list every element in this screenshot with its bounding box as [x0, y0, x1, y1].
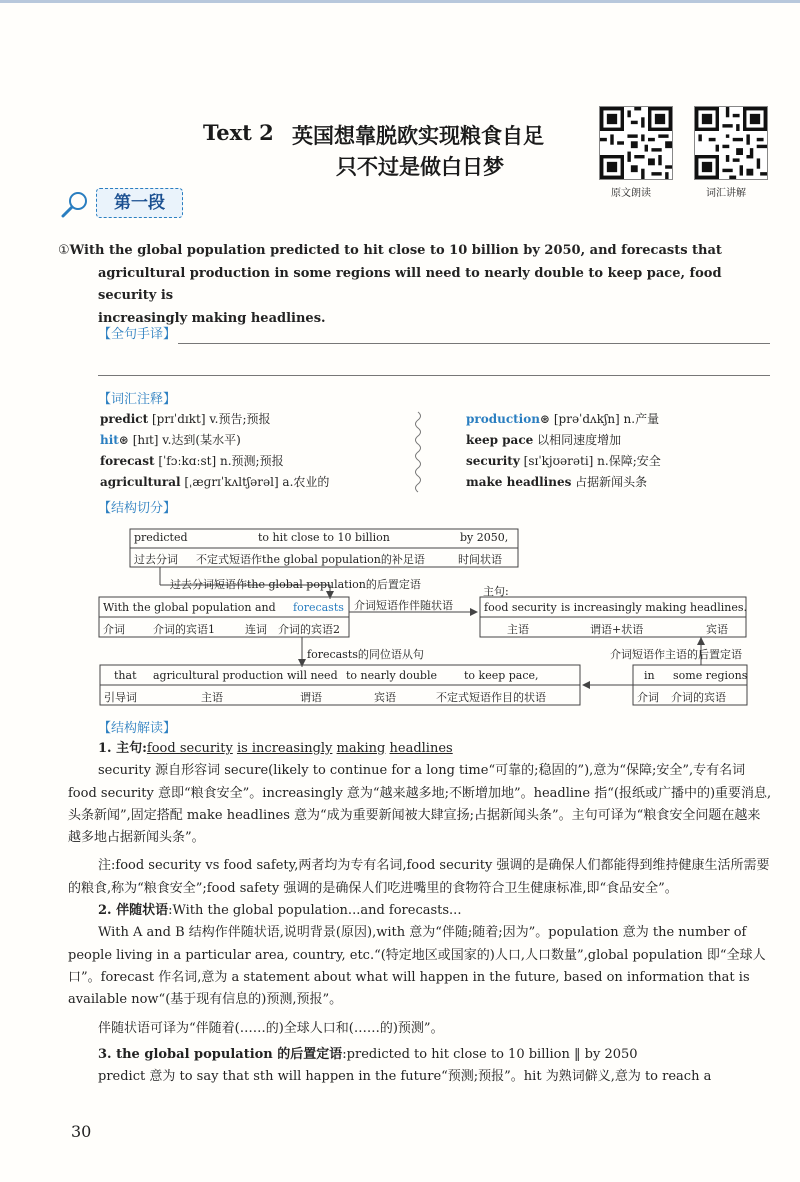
paragraph-line: increasingly making headlines.	[98, 310, 326, 326]
diagram-word: is increasingly making	[561, 601, 687, 614]
vocab-item: hit⊛ [hɪt] v.达到(某水平)	[100, 433, 241, 447]
explain-heading-2: 2. 伴随状语:With the global population...and forecasts...	[98, 903, 462, 919]
explain-paragraph: With A and B 结构作伴随状语,说明背景(原因),with 意为“伴随;随着;因为”。population 意为 the number of people living in a particular area, country, etc.“(特定地区或国家的)人口,人口数量”,global population 即“全球人口”。forecast 作名词,意为 a statement about what will happen in the future, based on information that is available now“(基于现有信息的)预测,预报”。	[68, 925, 766, 1008]
diagram-word: forecasts	[293, 601, 344, 614]
diagram-word: to nearly double	[346, 669, 437, 682]
paragraph-line: With the global population predicted to hit close to 10 billion by 2050, and forecasts that	[69, 243, 722, 258]
vocab-item: make headlines 占据新闻头条	[466, 475, 648, 489]
diagram-note: 主句:	[483, 585, 509, 598]
explain-heading-3: 3. the global population 的后置定语:predicted to hit close to 10 billion ‖ by 2050	[98, 1046, 638, 1062]
explanation-body	[68, 738, 773, 1088]
page-title-en: Text 2	[203, 120, 274, 145]
diagram-label: 谓语+状语	[590, 623, 644, 636]
diagram-note: forecasts的同位语从句	[307, 648, 424, 661]
diagram-word: agricultural production	[153, 669, 284, 682]
diagram-word: that	[114, 669, 137, 682]
page-title-zh-line1: 英国想靠脱欧实现粮食自足	[292, 123, 544, 148]
diagram-word: to keep pace,	[464, 669, 539, 682]
diagram-note: 介词短语作主语的后置定语	[610, 648, 742, 661]
vocab-header: 【词汇注释】	[98, 392, 177, 407]
diagram-label: 引导词	[104, 691, 137, 704]
page-number: 30	[71, 1122, 92, 1141]
qr-caption-vocab: 词汇讲解	[706, 188, 746, 199]
sentence-number: ①	[58, 243, 70, 258]
explain-paragraph: security 源自形容词 secure(likely to continue for a long time“可靠的;稳固的”),意为“保障;安全”,专有名词 food security 意即“粮食安全”。increasingly 意为“越来越多地;不断增加地”。headline 指“(报纸或广播中的)重要消息,头条新闻”,固定搭配 make headlines 意为“成为重要新闻被大肆宣扬;占据新闻头条”。主句可译为“粮食安全问题在越来越多地占据新闻头条”。	[68, 763, 772, 846]
diagram-label: 主语	[507, 623, 529, 636]
diagram-word: food security	[484, 601, 557, 614]
paragraph-line: agricultural production in some regions will need to nearly double to keep pace, food security is	[98, 265, 722, 303]
diagram-label: 介词	[637, 691, 659, 704]
explain-paragraph: predict 意为 to say that sth will happen in the future“预测;预报”。hit 为熟词僻义,意为 to reach a	[98, 1069, 712, 1085]
diagram-word: will need	[287, 669, 338, 682]
diagram-word: by 2050,	[460, 531, 509, 544]
diagram-label: 宾语	[706, 623, 728, 636]
diagram-label: 不定式短语作the global population的补足语	[196, 553, 425, 566]
diagram-word: predicted	[134, 531, 188, 544]
qr-caption-reading: 原文朗读	[611, 188, 651, 199]
page-title-zh-line2: 只不过是做白日梦	[336, 154, 504, 179]
translation-header: 【全句手译】	[98, 327, 177, 342]
diagram-label: 介词的宾语1	[153, 623, 215, 636]
explain-paragraph: 伴随状语可译为“伴随着(……的)全球人口和(……的)预测”。	[98, 1020, 444, 1036]
diagram-label: 介词的宾语	[671, 691, 726, 704]
diagram-note: 过去分词短语作the global population的后置定语	[170, 578, 421, 591]
explain-note: 注:food security vs food safety,两者均为专有名词,food security 强调的是确保人们都能得到维持健康生活所需要的粮食,称为“粮食安全”;food safety 强调的是确保人们吃进嘴里的食物符合卫生健康标准,即“食品安全”。	[68, 858, 770, 896]
vocab-item: production⊛ [prəˈdʌkʃn] n.产量	[466, 412, 660, 426]
diagram-label: 谓语	[300, 691, 322, 704]
diagram-word: to hit close to 10 billion	[258, 531, 390, 544]
explain-heading-1: 1. 主句:food security is increasingly making headlines	[98, 741, 453, 756]
diagram-label: 过去分词	[134, 553, 178, 566]
vocab-item: security [sɪˈkjʊərəti] n.保障;安全	[466, 454, 661, 468]
diagram-note: 介词短语作伴随状语	[354, 599, 453, 612]
section-label: 第一段	[96, 188, 183, 218]
vocab-item: forecast [ˈfɔːkɑːst] n.预测;预报	[100, 454, 284, 468]
vocab-item: predict [prɪˈdɪkt] v.预告;预报	[100, 412, 271, 426]
diagram-label: 介词的宾语2	[278, 623, 340, 636]
diagram-word: With the global population and	[103, 601, 276, 614]
diagram-label: 不定式短语作目的状语	[436, 691, 546, 704]
vocab-item: agricultural [ˌæɡrɪˈkʌltʃərəl] a.农业的	[100, 475, 330, 489]
diagram-label: 主语	[201, 691, 223, 704]
diagram-label: 宾语	[374, 691, 396, 704]
vocab-item: keep pace 以相同速度增加	[466, 433, 622, 447]
diagram-label: 介词	[103, 623, 125, 636]
diagram-word: in	[644, 669, 655, 682]
diagram-label: 连词	[245, 623, 267, 636]
structure-cut-header: 【结构切分】	[98, 501, 177, 516]
structure-explain-header: 【结构解读】	[98, 721, 177, 736]
diagram-word: some regions	[673, 669, 748, 682]
diagram-word: headlines.	[690, 601, 747, 614]
diagram-label: 时间状语	[458, 553, 502, 566]
